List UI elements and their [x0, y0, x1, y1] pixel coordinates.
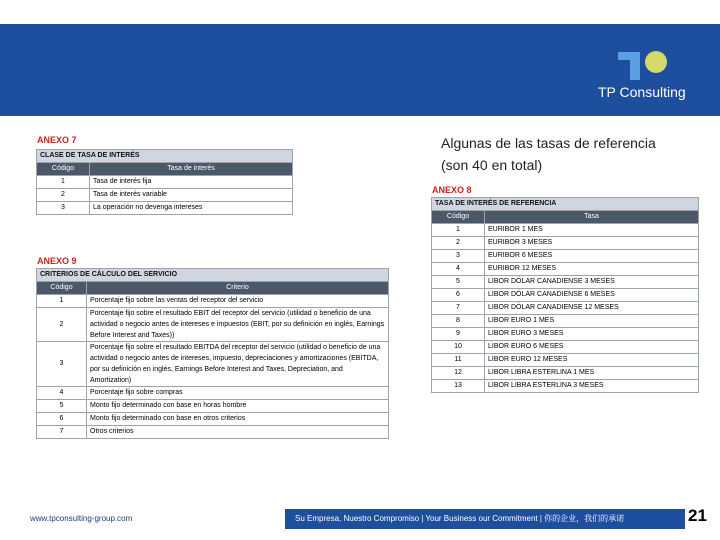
cell-code: 2 — [432, 237, 485, 250]
page-number: 21 — [688, 506, 707, 525]
cell-value: Porcentaje fijo sobre el resultado EBITDA del receptor del servicio (utilidad o beneficio de una actividad o negocio antes de intereses, impuesto, depreciaciones y amortizaciones (EBITDA, por su definición en inglés, Earnings Before Interest and Taxes, Depreciation, and Amortization) — [87, 342, 389, 387]
cell-code: 11 — [432, 354, 485, 367]
cell-value: Porcentaje fijo sobre el resultado EBIT del receptor del servicio (utilidad o beneficio de una actividad o negocio antes de intereses e impuestos (EBIT, por su definición en inglés, Earnings Before Interest and Taxes)) — [87, 308, 389, 342]
cell-code: 3 — [37, 202, 90, 215]
table-row — [37, 387, 389, 400]
table-row — [37, 342, 389, 387]
cell-value: EURIBOR 1 MES — [485, 224, 699, 237]
anexo7-title: ANEXO 7 — [37, 135, 77, 145]
cell-value: La operación no devenga intereses — [90, 202, 293, 215]
cell-value: Tasa de interés variable — [90, 189, 293, 202]
anexo8-title: ANEXO 8 — [432, 185, 472, 195]
table-row — [37, 413, 389, 426]
anexo9-col-criteria: Criterio — [87, 282, 389, 295]
anexo7-table — [36, 149, 293, 215]
table-row — [432, 328, 699, 341]
cell-code: 2 — [37, 308, 87, 342]
cell-code: 3 — [37, 342, 87, 387]
anexo8-col-rate: Tasa — [485, 211, 699, 224]
table-row — [37, 426, 389, 439]
cell-value: LIBOR EURO 3 MESES — [485, 328, 699, 341]
cell-value: Tasa de interés fija — [90, 176, 293, 189]
anexo9-table — [36, 268, 389, 439]
caption — [441, 132, 656, 176]
cell-code: 12 — [432, 367, 485, 380]
cell-code: 9 — [432, 328, 485, 341]
tp-logo-icon — [618, 48, 678, 86]
cell-value: LIBOR EURO 6 MESES — [485, 341, 699, 354]
cell-code: 1 — [432, 224, 485, 237]
cell-value: LIBOR LIBRA ESTERLINA 3 MESES — [485, 380, 699, 393]
cell-value: LIBOR DÓLAR CANADIENSE 12 MESES — [485, 302, 699, 315]
table-row — [37, 308, 389, 342]
logo-text: TP Consulting — [598, 84, 686, 100]
cell-value: LIBOR EURO 1 MES — [485, 315, 699, 328]
cell-code: 7 — [37, 426, 87, 439]
cell-value: LIBOR DÓLAR CANADIENSE 3 MESES — [485, 276, 699, 289]
cell-value: Monto fijo determinado con base en horas hombre — [87, 400, 389, 413]
cell-value: EURIBOR 12 MESES — [485, 263, 699, 276]
cell-value: LIBOR EURO 12 MESES — [485, 354, 699, 367]
cell-code: 5 — [432, 276, 485, 289]
cell-code: 4 — [432, 263, 485, 276]
table-row — [37, 176, 293, 189]
cell-code: 5 — [37, 400, 87, 413]
cell-value: Porcentaje fijo sobre las ventas del receptor del servicio — [87, 295, 389, 308]
table-row — [432, 302, 699, 315]
anexo9-title: ANEXO 9 — [37, 256, 77, 266]
table-row — [432, 224, 699, 237]
cell-code: 7 — [432, 302, 485, 315]
anexo9-col-code: Código — [37, 282, 87, 295]
anexo7-col-code: Código — [37, 163, 90, 176]
cell-code: 10 — [432, 341, 485, 354]
table-row — [432, 341, 699, 354]
cell-code: 4 — [37, 387, 87, 400]
cell-code: 1 — [37, 176, 90, 189]
table-row — [37, 295, 389, 308]
table-row — [432, 276, 699, 289]
cell-code: 6 — [432, 289, 485, 302]
anexo9-table-title: CRITERIOS DE CÁLCULO DEL SERVICIO — [37, 269, 389, 282]
caption-line-1: Algunas de las tasas de referencia — [441, 135, 656, 151]
caption-line-2: (son 40 en total) — [441, 157, 543, 173]
cell-code: 6 — [37, 413, 87, 426]
cell-code: 2 — [37, 189, 90, 202]
cell-value: Otros criterios — [87, 426, 389, 439]
cell-code: 8 — [432, 315, 485, 328]
cell-code: 3 — [432, 250, 485, 263]
cell-value: LIBOR DÓLAR CANADIENSE 6 MESES — [485, 289, 699, 302]
cell-value: Monto fijo determinado con base en otros criterios — [87, 413, 389, 426]
cell-value: EURIBOR 3 MESES — [485, 237, 699, 250]
table-row — [432, 315, 699, 328]
table-row — [432, 237, 699, 250]
footer-url-link[interactable]: www.tpconsulting-group.com — [30, 514, 133, 523]
cell-value: EURIBOR 6 MESES — [485, 250, 699, 263]
anexo7-col-rate: Tasa de interés — [90, 163, 293, 176]
header-banner — [0, 24, 720, 116]
footer-tagline: Su Empresa, Nuestro Compromiso | Your Business our Commitment | 你的企业，我们的承诺 — [285, 509, 685, 529]
cell-code: 13 — [432, 380, 485, 393]
cell-code: 1 — [37, 295, 87, 308]
table-row — [432, 354, 699, 367]
table-row — [37, 189, 293, 202]
anexo8-col-code: Código — [432, 211, 485, 224]
cell-value: Porcentaje fijo sobre compras — [87, 387, 389, 400]
table-row — [432, 263, 699, 276]
anexo8-table — [431, 197, 699, 393]
table-row — [37, 400, 389, 413]
table-row — [432, 289, 699, 302]
table-row — [432, 250, 699, 263]
table-row — [432, 380, 699, 393]
table-row — [432, 367, 699, 380]
anexo7-table-title: CLASE DE TASA DE INTERÉS — [37, 150, 293, 163]
anexo8-table-title: TASA DE INTERÉS DE REFERENCIA — [432, 198, 699, 211]
table-row — [37, 202, 293, 215]
cell-value: LIBOR LIBRA ESTERLINA 1 MES — [485, 367, 699, 380]
